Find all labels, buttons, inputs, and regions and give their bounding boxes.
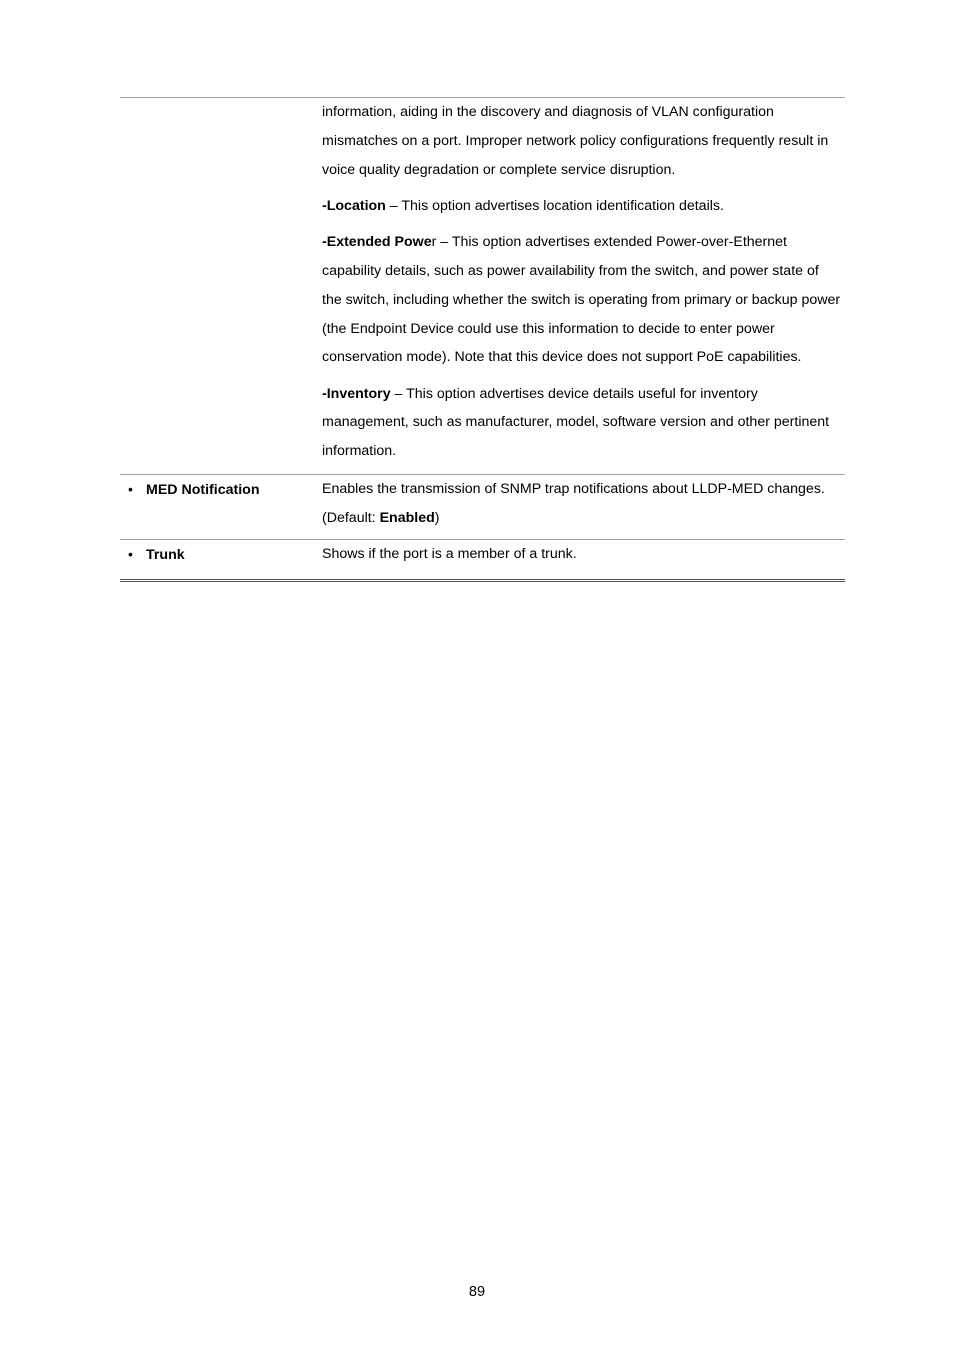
- parameter-name-trunk: [128, 540, 322, 570]
- parameter-label: Trunk: [146, 547, 185, 563]
- table-row: [120, 97, 845, 474]
- parameter-table: [120, 97, 845, 582]
- description-paragraph: Enables the transmission of SNMP trap notifications about LLDP-MED changes. (Default: Enabled): [322, 481, 825, 526]
- parameter-name-med-notification: [128, 475, 322, 505]
- description-cell: [322, 540, 845, 579]
- parameter-cell: [120, 540, 322, 579]
- bullet-icon: •: [128, 481, 133, 497]
- location-option-paragraph: -Location – This option advertises location identification details.: [322, 197, 724, 214]
- parameter-label: MED Notification: [146, 482, 260, 498]
- default-value: Enabled: [379, 509, 435, 526]
- parameter-cell: [120, 475, 322, 539]
- bullet-icon: •: [128, 546, 133, 562]
- description-paragraph: information, aiding in the discovery and diagnosis of VLAN configuration mismatches on a port. Improper network policy configurations frequently result in voice quality degradation or complete service disruption.: [322, 104, 829, 178]
- table-row: [120, 474, 845, 539]
- page-number: 89: [468, 1284, 486, 1300]
- extended-power-option-paragraph: -Extended Power – This option advertises extended Power-over-Ethernet capability details, such as power availability from the switch, and power state of the switch, including whether the switch is operating from primary or backup power (the Endpoint Device could use this information to decide to enter power conservation mode). Note that this device does not support PoE capabilities.: [322, 234, 841, 366]
- description-paragraph: Shows if the port is a member of a trunk.: [322, 546, 577, 562]
- table-bottom-double-rule: [120, 579, 845, 582]
- description-cell: [322, 475, 845, 539]
- description-cell: [322, 98, 845, 474]
- inventory-option-paragraph: -Inventory – This option advertises device details useful for inventory management, such as manufacturer, model, software version and other pertinent information.: [322, 385, 830, 460]
- parameter-cell: [120, 98, 322, 474]
- table-row: [120, 539, 845, 579]
